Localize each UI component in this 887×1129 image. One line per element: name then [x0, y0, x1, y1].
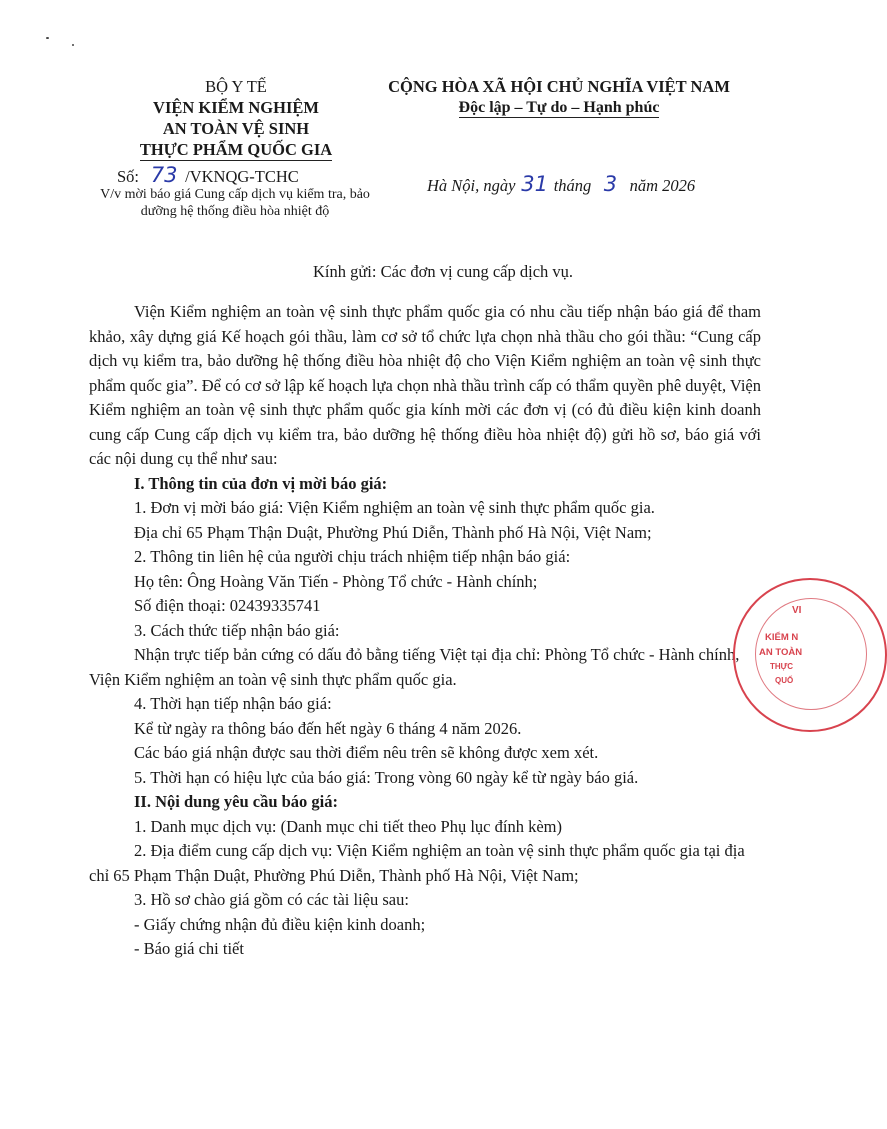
stamp-text-5: QUỐ: [775, 676, 794, 685]
scan-speck: [72, 44, 74, 46]
national-header: [386, 77, 732, 118]
date-month-handwritten: 3: [603, 172, 618, 196]
stamp-text-4: THỰC: [770, 662, 794, 671]
date-prefix: Hà Nội, ngày: [427, 176, 516, 195]
institute-name-line1: VIỆN KIỂM NGHIỆM: [153, 98, 319, 117]
section2-item1: 1. Danh mục dịch vụ: (Danh mục chi tiết theo Phụ lục đính kèm): [134, 816, 562, 836]
national-motto: [386, 97, 732, 118]
institute-name-line3-text: THỰC PHẨM QUỐC GIA: [139, 140, 333, 159]
document-subject-line1: V/v mời báo giá Cung cấp dịch vụ kiểm tra, bảo: [100, 187, 370, 202]
ministry-name: BỘ Y TẾ: [205, 77, 267, 96]
stamp-text-1: VI: [792, 605, 802, 616]
section2-doc2: - Báo giá chi tiết: [134, 939, 244, 958]
date-month-label: tháng: [553, 176, 592, 195]
national-motto-text: Độc lập – Tự do – Hạnh phúc: [458, 99, 660, 116]
section1-contact-name: Họ tên: Ông Hoàng Văn Tiến - Phòng Tổ chức - Hành chính;: [134, 571, 538, 591]
section2-item3: 3. Hồ sơ chào giá gồm có các tài liệu sau:: [134, 890, 409, 909]
document-number-handwritten: 73: [150, 163, 178, 187]
stamp-text-3: AN TOÀN: [759, 647, 803, 658]
section1-item2: 2. Thông tin liên hệ của người chịu trách nhiệm tiếp nhận báo giá:: [134, 547, 571, 566]
document-number-label: Số:: [117, 167, 140, 186]
section1-item1: 1. Đơn vị mời báo giá: Viện Kiểm nghiệm an toàn vệ sinh thực phẩm quốc gia.: [134, 498, 655, 517]
section1-item4: 4. Thời hạn tiếp nhận báo giá:: [134, 694, 332, 713]
section1-item3-detail: Nhận trực tiếp bản cứng có dấu đỏ bằng tiếng Việt tại địa chỉ: Phòng Tổ chức - Hành chính, Viện Kiểm nghiệm an toàn vệ sinh thực phẩm quốc gia.: [89, 645, 740, 689]
issuer-header: [86, 77, 386, 160]
section1-phone: Số điện thoại: 02439335741: [134, 596, 321, 615]
section1-item4-detail2: Các báo giá nhận được sau thời điểm nêu trên sẽ không được xem xét.: [134, 743, 599, 762]
greeting: Kính gửi: Các đơn vị cung cấp dịch vụ.: [312, 262, 574, 281]
section1-item4-detail1: Kể từ ngày ra thông báo đến hết ngày 6 tháng 4 năm 2026.: [134, 718, 522, 738]
nation-title: CỘNG HÒA XÃ HỘI CHỦ NGHĨA VIỆT NAM: [388, 77, 730, 96]
institute-name-line3: [86, 139, 386, 160]
section1-item3: 3. Cách thức tiếp nhận báo giá:: [134, 620, 340, 640]
document-number-suffix: /VKNQG-TCHC: [185, 167, 299, 186]
document-subject-line2: dưỡng hệ thống điều hòa nhiệt độ: [140, 204, 330, 219]
section2-heading: II. Nội dung yêu cầu báo giá:: [134, 792, 339, 811]
date-year: năm 2026: [629, 176, 696, 195]
issue-date: [427, 172, 695, 196]
document-number: [117, 163, 299, 187]
section1-address: Địa chỉ 65 Phạm Thận Duật, Phường Phú Diễn, Thành phố Hà Nội, Việt Nam;: [134, 522, 652, 542]
section1-item5: 5. Thời hạn có hiệu lực của báo giá: Trong vòng 60 ngày kể từ ngày báo giá.: [134, 767, 639, 787]
institute-name-line2: AN TOÀN VỆ SINH: [162, 119, 310, 138]
stamp-text-2: KIỂM N: [765, 632, 799, 643]
section1-heading: I. Thông tin của đơn vị mời báo giá:: [134, 473, 388, 493]
document-subject: [80, 186, 390, 220]
section2-item2: 2. Địa điểm cung cấp dịch vụ: Viện Kiểm nghiệm an toàn vệ sinh thực phẩm quốc gia tại địa chỉ 65 Phạm Thận Duật, Phường Phú Diễn, Thành phố Hà Nội, Việt Nam;: [89, 841, 745, 885]
section2-doc1: - Giấy chứng nhận đủ điều kiện kinh doanh;: [134, 914, 426, 934]
date-day-handwritten: 31: [521, 172, 548, 196]
red-seal-stamp: [733, 578, 887, 732]
letter-body: [89, 300, 761, 962]
scan-speck: [46, 37, 49, 39]
intro-paragraph: Viện Kiểm nghiệm an toàn vệ sinh thực phẩm quốc gia có nhu cầu tiếp nhận báo giá để tham khảo, xây dựng giá Kế hoạch gói thầu, làm cơ sở tổ chức lựa chọn nhà thầu cho gói thầu: “Cung cấp dịch vụ kiểm tra, bảo dưỡng hệ thống điều hòa nhiệt độ cho Viện Kiểm nghiệm an toàn vệ sinh thực phẩm quốc gia”. Để có cơ sở lập kế hoạch lựa chọn nhà thầu trình cấp có thẩm quyền phê duyệt, Viện Kiểm nghiệm an toàn vệ sinh thực phẩm quốc gia kính mời các đơn vị (có đủ điều kiện kinh doanh cung cấp Cung cấp dịch vụ kiểm tra, bảo dưỡng hệ thống điều hòa nhiệt độ) gửi hồ sơ, báo giá với các nội dung cụ thể như sau:: [89, 302, 761, 468]
